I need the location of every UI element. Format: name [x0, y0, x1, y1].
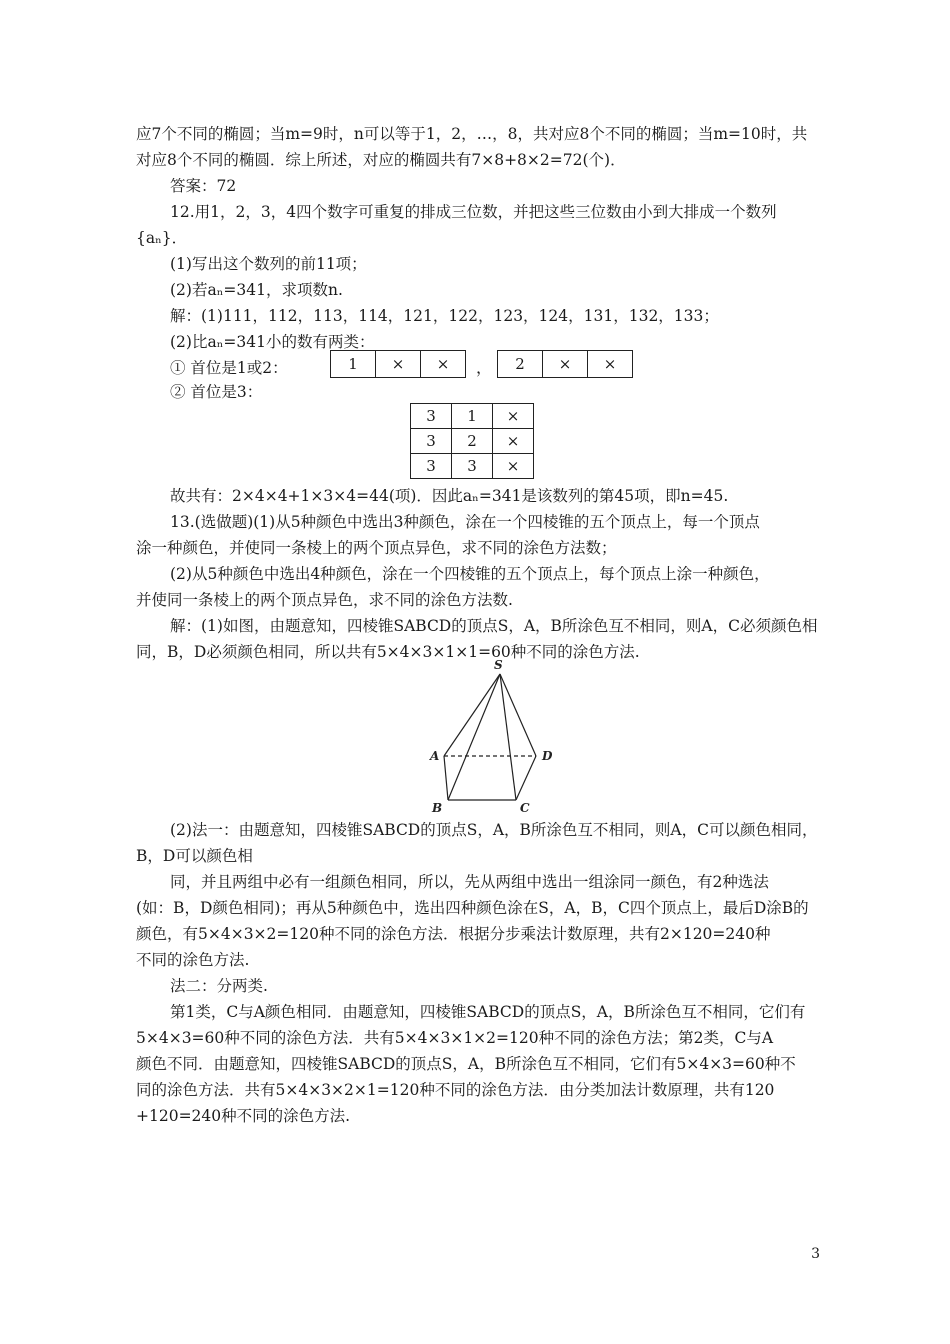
- problem-13-part-2: (2)从5种颜色中选出4种颜色，涂在一个四棱锥的五个顶点上，每个顶点上涂一种颜色，: [170, 565, 770, 583]
- grid-cell: 3: [411, 404, 452, 429]
- edge-CD: [516, 756, 536, 800]
- text-line-1: 应7个不同的椭圆；当m=9时，n可以等于1，2，…，8，共对应8个不同的椭圆；当m=10时，共: [136, 125, 808, 143]
- box-cell: ×: [376, 351, 421, 377]
- text-line-27: 5×4×3=60种不同的涂色方法．共有5×4×3×1×2=120种不同的涂色方法；第2类，C与A: [136, 1029, 774, 1047]
- grid-cell: 2: [452, 429, 493, 454]
- text-line-28: 颜色不同．由题意知，四棱锥SABCD的顶点S，A，B所涂色互不相同，它们有5×4×3=60种不: [136, 1055, 796, 1073]
- answer-line: 答案：72: [170, 177, 237, 195]
- text-line-29: 同的涂色方法．共有5×4×3×2×1=120种不同的涂色方法．由分类加法计数原理，共有120: [136, 1081, 775, 1099]
- box-cell: ×: [436, 355, 450, 373]
- solution-13-part-2: (2)法一：由题意知，四棱锥SABCD的顶点S，A，B所涂色互不相同，则A，C可以颜色相同，: [170, 821, 818, 839]
- case-1-label: ① 首位是1或2：: [170, 359, 288, 377]
- digit-box-row-2: [497, 350, 633, 378]
- box-cell: ×: [543, 351, 588, 377]
- label-S: S: [494, 658, 503, 672]
- label-D: D: [542, 749, 553, 763]
- page-number: 3: [811, 1246, 820, 1262]
- edge-AB: [444, 756, 448, 800]
- separator-comma: ，: [476, 358, 493, 377]
- box-cell: ×: [603, 355, 617, 373]
- edge-SA: [444, 674, 500, 756]
- text-line-22: (如：B，D颜色相同)；再从5种颜色中，选出四种颜色涂在S，A，B，C四个顶点上，最后D涂B的: [136, 899, 809, 917]
- solution-13-part-1: 解：(1)如图，由题意知，四棱锥SABCD的顶点S，A，B所涂色互不相同，则A，C必须颜色相: [170, 617, 818, 635]
- box-cell: 1: [331, 351, 376, 377]
- problem-12-part-2: (2)若aₙ=341，求项数n.: [170, 281, 343, 299]
- text-line-26: 第1类，C与A颜色相同．由题意知，四棱锥SABCD的顶点S，A，B所涂色互不相同，它们有: [170, 1003, 806, 1021]
- grid-row: [411, 429, 534, 454]
- text-line-14: 涂一种颜色，并使同一条棱上的两个顶点异色，求不同的涂色方法数；: [136, 539, 617, 557]
- label-A: A: [430, 749, 440, 763]
- text-line-18: 同，B，D必须颜色相同，所以共有5×4×3×1×1=60种不同的涂色方法.: [136, 643, 640, 661]
- text-line-20: B，D可以颜色相: [136, 847, 253, 865]
- grid-row: [411, 454, 534, 479]
- label-C: C: [520, 801, 530, 815]
- digit-box-row-1: [330, 350, 466, 378]
- label-B: B: [432, 801, 443, 815]
- grid-cell: 3: [452, 454, 493, 479]
- digit-grid: [410, 403, 534, 479]
- conclusion-line: 故共有：2×4×4+1×3×4=44(项)．因此aₙ=341是该数列的第45项，即n=45.: [170, 487, 729, 505]
- grid-cell: ×: [493, 454, 534, 479]
- text-line-5: {aₙ}．: [136, 229, 188, 247]
- grid-cell: 3: [411, 429, 452, 454]
- solution-12-part-1: 解：(1)111，112，113，114，121，122，123，124，131，132，133；: [170, 307, 719, 325]
- box-cell: 2: [498, 351, 543, 377]
- text-line-21: 同，并且两组中必有一组颜色相同，所以，先从两组中选出一组涂同一颜色，有2种选法: [170, 873, 769, 891]
- grid-cell: ×: [493, 404, 534, 429]
- case-2-label: ② 首位是3：: [170, 383, 263, 401]
- edge-SB: [448, 674, 500, 800]
- grid-cell: 1: [452, 404, 493, 429]
- grid-row: [411, 404, 534, 429]
- text-line-30: +120=240种不同的涂色方法.: [136, 1107, 351, 1125]
- text-line-24: 不同的涂色方法.: [136, 951, 250, 969]
- grid-cell: ×: [493, 429, 534, 454]
- grid-cell: 3: [411, 454, 452, 479]
- text-line-23: 颜色，有5×4×3×2=120种不同的涂色方法．根据分步乘法计数原理，共有2×120=240种: [136, 925, 771, 943]
- pyramid-figure: [420, 656, 570, 816]
- problem-12-part-1: (1)写出这个数列的前11项；: [170, 255, 367, 273]
- problem-13-title: 13.(选做题)(1)从5种颜色中选出3种颜色，涂在一个四棱锥的五个顶点上，每一个顶点: [170, 513, 760, 531]
- text-line-16: 并使同一条棱上的两个顶点异色，求不同的涂色方法数.: [136, 591, 513, 609]
- problem-12-title: 12.用1，2，3，4四个数字可重复的排成三位数，并把这些三位数由小到大排成一个数列: [170, 203, 777, 221]
- solution-12-part-2: (2)比aₙ=341小的数有两类：: [170, 333, 375, 351]
- text-line-2: 对应8个不同的椭圆．综上所述，对应的椭圆共有7×8+8×2=72(个)．: [136, 151, 626, 169]
- method-2-heading: 法二：分两类.: [170, 977, 268, 995]
